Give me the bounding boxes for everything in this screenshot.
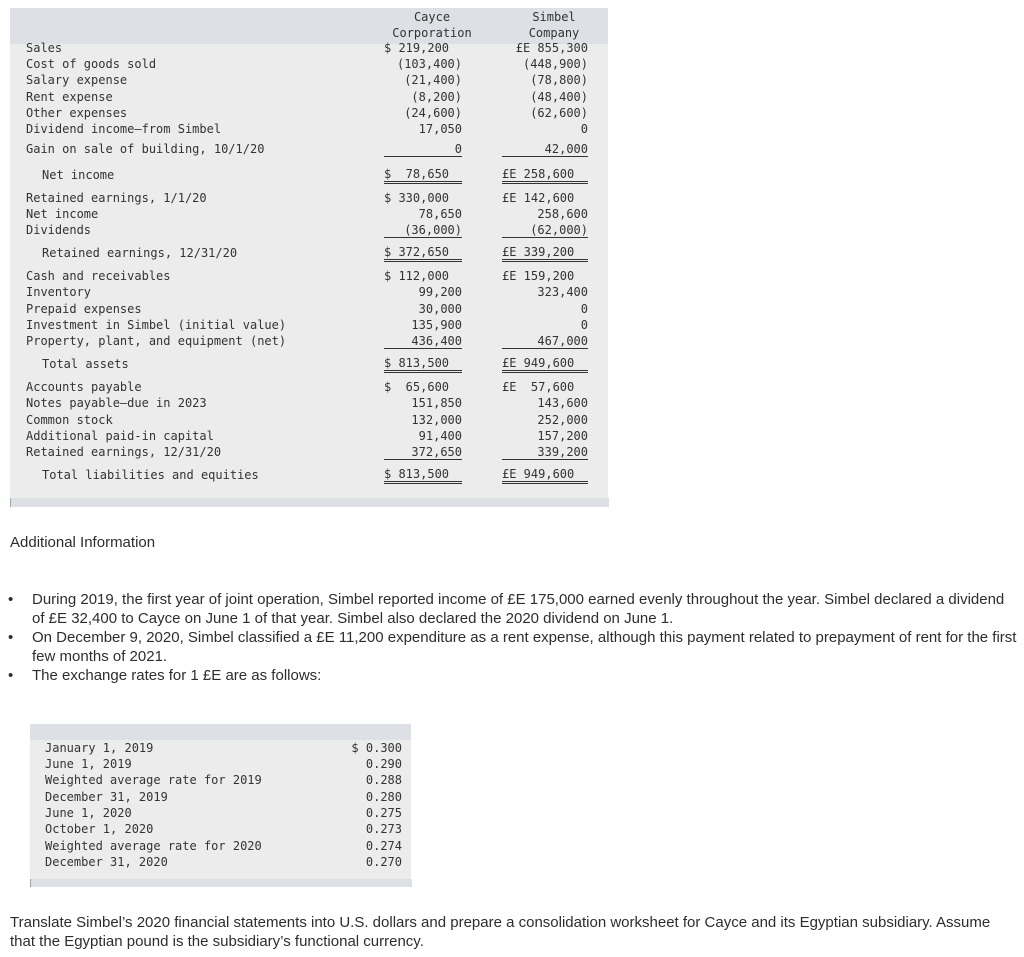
row-label-apic: Additional paid-in capital — [26, 429, 214, 443]
simbel-apic: 157,200 — [537, 429, 588, 443]
row-label-ppe: Property, plant, and equipment (net) — [26, 334, 287, 348]
row-label-cogs: Cost of goods sold — [26, 57, 157, 71]
cayce-re-bs: 372,650 — [384, 445, 462, 460]
cayce-re-begin: $ 330,000 — [384, 191, 450, 205]
row-label-re-begin: Retained earnings, 1/1/20 — [26, 191, 207, 205]
row-label-inventory: Inventory — [26, 285, 92, 299]
simbel-common-stock: 252,000 — [537, 413, 588, 427]
column-header-simbel-line2: Company — [528, 26, 580, 40]
cayce-gain-on-sale: 0 — [384, 142, 462, 157]
row-label-total-assets: Total assets — [42, 357, 129, 371]
cayce-cash: $ 112,000 — [384, 269, 450, 283]
simbel-prepaid: 0 — [580, 302, 588, 316]
cayce-dividend-income: 17,050 — [418, 122, 462, 136]
simbel-sales: £E 855,300 — [515, 41, 588, 55]
simbel-ppe: 467,000 — [502, 334, 588, 349]
cayce-common-stock: 132,000 — [411, 413, 462, 427]
rate-value: 0.273 — [365, 822, 402, 836]
row-label-total-le: Total liabilities and equities — [42, 468, 259, 482]
rate-value: 0.280 — [365, 790, 402, 804]
rate-value: 0.275 — [365, 806, 402, 820]
simbel-other-expenses: (62,600) — [530, 106, 588, 120]
simbel-cogs: (448,900) — [522, 57, 588, 71]
rate-value: 0.288 — [365, 773, 402, 787]
cayce-re-end: $ 372,650 — [384, 245, 462, 262]
rate-label: June 1, 2019 — [45, 757, 132, 771]
bullet-item: • The exchange rates for 1 £E are as follows: — [8, 666, 1018, 685]
simbel-accounts-payable: £E 57,600 — [502, 380, 575, 394]
rate-value: 0.270 — [365, 855, 402, 869]
rate-value: 0.274 — [365, 839, 402, 853]
cayce-salary: (21,400) — [404, 73, 462, 87]
simbel-total-le: £E 949,600 — [502, 467, 588, 484]
simbel-re-net-income: 258,600 — [537, 207, 588, 221]
bullet-item: • During 2019, the first year of joint operation, Simbel reported income of £E 175,000 earned evenly throughout the year. Simbel declared a dividend of £E 32,400 to Cayce on June 1 of that year. Simbel also declared the 2020 dividend on June 1. — [8, 590, 1018, 628]
row-label-dividends: Dividends — [26, 223, 92, 237]
rate-label: October 1, 2020 — [45, 822, 154, 836]
cayce-other-expenses: (24,600) — [404, 106, 462, 120]
rate-label: December 31, 2019 — [45, 790, 168, 804]
cayce-inventory: 99,200 — [418, 285, 462, 299]
cayce-cogs: (103,400) — [396, 57, 462, 71]
column-header-cayce-line1: Cayce — [413, 10, 451, 24]
column-header-cayce — [380, 9, 484, 41]
simbel-re-begin: £E 142,600 — [502, 191, 575, 205]
row-label-investment: Investment in Simbel (initial value) — [26, 318, 287, 332]
row-label-gain-on-sale: Gain on sale of building, 10/1/20 — [26, 142, 265, 156]
simbel-net-income: £E 258,600 — [502, 167, 588, 184]
simbel-gain-on-sale: 42,000 — [502, 142, 588, 157]
cayce-investment: 135,900 — [411, 318, 462, 332]
rate-label: June 1, 2020 — [45, 806, 132, 820]
rate-label: December 31, 2020 — [45, 855, 168, 869]
column-header-cayce-line2: Corporation — [392, 26, 472, 40]
row-label-cash: Cash and receivables — [26, 269, 171, 283]
row-label-sales: Sales — [26, 41, 63, 55]
rate-label: Weighted average rate for 2020 — [45, 839, 262, 853]
bullet-item: • On December 9, 2020, Simbel classified a £E 11,200 expenditure as a rent expense, although this payment related to prepayment of rent for the first few months of 2021. — [8, 628, 1018, 666]
simbel-re-bs: 339,200 — [502, 445, 588, 460]
simbel-notes-payable: 143,600 — [537, 396, 588, 410]
simbel-cash: £E 159,200 — [502, 269, 575, 283]
row-label-salary: Salary expense — [26, 73, 128, 87]
simbel-dividends: (62,000) — [502, 223, 588, 238]
cayce-dividends: (36,000) — [384, 223, 462, 238]
row-label-prepaid: Prepaid expenses — [26, 302, 142, 316]
simbel-inventory: 323,400 — [537, 285, 588, 299]
simbel-investment: 0 — [580, 318, 588, 332]
column-header-simbel — [506, 9, 602, 41]
row-label-re-bs: Retained earnings, 12/31/20 — [26, 445, 222, 459]
additional-information-list — [8, 590, 1018, 685]
cayce-rent: (8,200) — [411, 90, 462, 104]
rate-value: 0.290 — [365, 757, 402, 771]
exchange-rates-header-band — [30, 724, 411, 740]
cayce-prepaid: 30,000 — [418, 302, 462, 316]
problem-instruction: Translate Simbel’s 2020 financial statements into U.S. dollars and prepare a consolidation worksheet for Cayce and its Egyptian subsidiary. Assume that the Egyptian pound is the subsidiary’s functional currency. — [10, 914, 991, 950]
row-label-re-end: Retained earnings, 12/31/20 — [42, 246, 238, 260]
column-header-simbel-line1: Simbel — [532, 10, 576, 24]
rate-label: Weighted average rate for 2019 — [45, 773, 262, 787]
additional-information-title: Additional Information — [10, 534, 156, 551]
cayce-total-le: $ 813,500 — [384, 467, 462, 484]
cayce-accounts-payable: $ 65,600 — [384, 380, 450, 394]
cayce-notes-payable: 151,850 — [411, 396, 462, 410]
row-label-common-stock: Common stock — [26, 413, 113, 427]
simbel-dividend-income: 0 — [580, 122, 588, 136]
simbel-salary: (78,800) — [530, 73, 588, 87]
simbel-total-assets: £E 949,600 — [502, 356, 588, 373]
cayce-re-net-income: 78,650 — [418, 207, 462, 221]
cayce-ppe: 436,400 — [384, 334, 462, 349]
cayce-total-assets: $ 813,500 — [384, 356, 462, 373]
row-label-other-expenses: Other expenses — [26, 106, 128, 120]
row-label-notes-payable: Notes payable—due in 2023 — [26, 396, 207, 410]
row-label-dividend-income: Dividend income—from Simbel — [26, 122, 222, 136]
simbel-re-end: £E 339,200 — [502, 245, 588, 262]
cayce-sales: $ 219,200 — [384, 41, 450, 55]
exchange-rates-bottom-bar — [30, 879, 412, 887]
cayce-net-income: $ 78,650 — [384, 167, 462, 184]
row-label-net-income: Net income — [42, 168, 115, 182]
row-label-rent: Rent expense — [26, 90, 113, 104]
rate-value: $ 0.300 — [351, 741, 402, 755]
cayce-apic: 91,400 — [418, 429, 462, 443]
row-label-re-net-income: Net income — [26, 207, 99, 221]
row-label-accounts-payable: Accounts payable — [26, 380, 142, 394]
simbel-rent: (48,400) — [530, 90, 588, 104]
financial-statements-bottom-bar — [10, 498, 609, 507]
rate-label: January 1, 2019 — [45, 741, 154, 755]
